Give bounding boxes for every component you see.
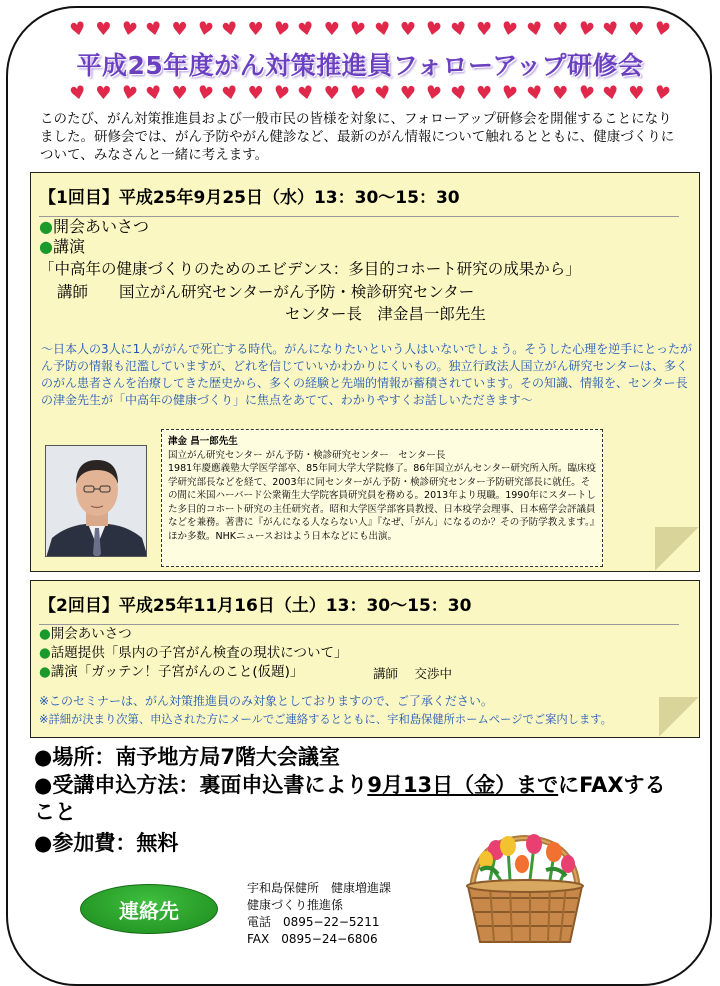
heart-icon: ♥ <box>95 83 112 104</box>
session1-heading: 【1回目】平成25年9月25日（水）13：30〜15：30 <box>39 183 679 217</box>
heart-icon: ♥ <box>118 81 140 106</box>
intro-text: このたび、がん対策推進員および一般市民の皆様を対象に、フォローアップ研修会を開催することになりました。研修会では、がん予防やがん健診など、最新のがん情報について触れるとともに、健康づくりについて、みなさんと一緒に考えます。 <box>40 111 675 163</box>
heart-icon: ♥ <box>194 81 216 106</box>
heart-icon: ♥ <box>628 83 645 104</box>
heart-border-bottom <box>67 81 672 106</box>
session2-item3-lecturer: 講師 交渉中 <box>373 666 452 681</box>
heart-icon: ♥ <box>144 81 165 106</box>
heart-icon: ♥ <box>651 17 672 42</box>
lecture-title: 「中高年の健康づくりのためのエビデンス：多目的コホート研究の成果から」 <box>39 260 581 278</box>
session1-box <box>30 172 700 572</box>
heart-icon: ♥ <box>323 19 340 40</box>
session1-item2: ●講演 <box>39 237 85 256</box>
session2-box <box>30 580 700 738</box>
heart-icon: ♥ <box>220 81 241 106</box>
fee: ●参加費：無料 <box>34 831 179 855</box>
heart-icon: ♥ <box>194 17 216 42</box>
heart-icon: ♥ <box>372 17 393 42</box>
contact-badge: 連絡先 <box>80 884 218 934</box>
bullet-icon: ● <box>39 217 53 236</box>
heart-icon: ♥ <box>575 81 596 106</box>
heart-icon: ♥ <box>448 81 469 106</box>
application-deadline: 9月13日（金）まで <box>367 773 559 797</box>
heart-icon: ♥ <box>399 83 417 104</box>
bio-name: 津金 昌一郎先生 <box>168 436 238 447</box>
heart-icon: ♥ <box>575 17 596 42</box>
heart-icon: ♥ <box>651 81 672 106</box>
heart-icon: ♥ <box>271 81 292 106</box>
heart-icon: ♥ <box>399 19 417 40</box>
application-method: ●受講申込方法：裏面申込書により9月13日（金）までにFAXする <box>34 773 666 797</box>
heart-icon: ♥ <box>271 17 292 42</box>
heart-icon: ♥ <box>171 19 188 40</box>
heart-icon: ♥ <box>476 19 493 40</box>
bio-text: 1981年慶應義塾大学医学部卒、85年同大学大学院修了。86年国立がんセンター研究所入所。臨床疫学研究部長などを経て、2003年に同センターがん予防・検診研究センター予防研究部長に就任。その間に米国ハーバード公衆衛生大学院客員研究員を務める。2013年より現職。1990年にスタートした多目的コホート研究の主任研究者。昭和大学医学部客員教授、日本疫学会理事、日本癌学会評議員などを兼務。著書に『がんになる人ならない人』『なぜ、「がん」になるのか？その予防学教えます。』ほか多数。NHKニュースおはよう日本などにも出演。 <box>168 463 596 542</box>
heart-icon: ♥ <box>247 83 264 104</box>
heart-icon: ♥ <box>499 81 520 106</box>
heart-icon: ♥ <box>423 81 444 106</box>
bullet-icon: ● <box>39 645 51 661</box>
session2-note2: ※詳細が決まり次第、申込された方にメールでご連絡するとともに、宇和島保健所ホームページでご案内します。 <box>39 713 612 726</box>
heart-icon: ♥ <box>296 81 317 106</box>
lecturer-line1: 講師 国立がん研究センターがん予防・検診研究センター <box>57 283 475 301</box>
bullet-icon: ● <box>39 237 53 256</box>
heart-icon: ♥ <box>67 17 89 42</box>
heart-icon: ♥ <box>118 17 140 42</box>
lecturer-bio <box>161 429 603 567</box>
heart-icon: ♥ <box>220 17 241 42</box>
flower-basket-illustration <box>450 820 600 950</box>
heart-icon: ♥ <box>372 81 393 106</box>
heart-icon: ♥ <box>552 83 569 104</box>
heart-icon: ♥ <box>628 19 645 40</box>
contact-fax: FAX 0895−24−6806 <box>247 932 378 946</box>
session2-item2: ●話題提供「県内の子宮がん検査の現状について」 <box>39 645 348 661</box>
heart-icon: ♥ <box>600 17 621 42</box>
heart-icon: ♥ <box>524 17 545 42</box>
lecturer-line2: センター長 津金昌一郎先生 <box>285 305 486 323</box>
lecturer-photo <box>45 445 147 557</box>
heart-icon: ♥ <box>323 83 340 104</box>
heart-icon: ♥ <box>296 17 317 42</box>
heart-icon: ♥ <box>499 17 520 42</box>
session2-item1: ●開会あいさつ <box>39 626 132 642</box>
session2-item3: ●講演「ガッテン！子宮がんのこと(仮題)」 <box>39 664 304 680</box>
heart-icon: ♥ <box>247 19 264 40</box>
contact-section: 健康づくり推進係 <box>247 898 344 912</box>
contact-phone: 電話 0895−22−5211 <box>247 915 380 929</box>
bullet-icon: ● <box>39 626 51 642</box>
heart-icon: ♥ <box>600 81 621 106</box>
page-title: 平成25年度がん対策推進員フォローアップ研修会 <box>76 51 644 80</box>
page-curl <box>655 527 699 571</box>
heart-icon: ♥ <box>347 81 368 106</box>
heart-icon: ♥ <box>67 81 89 106</box>
venue: ●場所：南予地方局7階大会議室 <box>34 745 340 769</box>
heart-icon: ♥ <box>95 19 112 40</box>
heart-icon: ♥ <box>476 83 493 104</box>
heart-icon: ♥ <box>347 17 368 42</box>
contact-org: 宇和島保健所 健康増進課 <box>247 881 392 895</box>
session1-note: 〜日本人の3人に1人ががんで死亡する時代。がんになりたいという人はいないでしょう。そうした心理を逆手にとったがん予防の情報も氾濫していますが、どれを信じていいかわかりにくいもの。独立行政法人国立がん研究センターは、多くのがん患者さんを治療してきた歴史から、多くの経験と先端的情報が蓄積されています。その知識、情報を、センター長の津金先生が「中高年の健康づくり」に焦点をあてて、わかりやすくお話しいただきます〜 <box>41 342 693 407</box>
session2-heading: 【2回目】平成25年11月16日（土）13：30〜15：30 <box>39 591 679 625</box>
bio-affiliation: 国立がん研究センター がん予防・検診研究センター センター長 <box>168 449 446 461</box>
heart-icon: ♥ <box>423 17 444 42</box>
heart-icon: ♥ <box>552 19 569 40</box>
heart-border-top <box>67 17 672 42</box>
bullet-icon: ● <box>39 664 51 680</box>
heart-icon: ♥ <box>171 83 188 104</box>
session2-note1: ※このセミナーは、がん対策推進員のみ対象としておりますので、ご了承ください。 <box>39 694 493 708</box>
heart-icon: ♥ <box>144 17 165 42</box>
application-method-wrap: こと <box>34 800 76 824</box>
heart-icon: ♥ <box>448 17 469 42</box>
page-curl <box>659 697 699 737</box>
contact-info <box>247 880 391 948</box>
heart-icon: ♥ <box>524 81 545 106</box>
session1-item1: ●開会あいさつ <box>39 217 149 236</box>
